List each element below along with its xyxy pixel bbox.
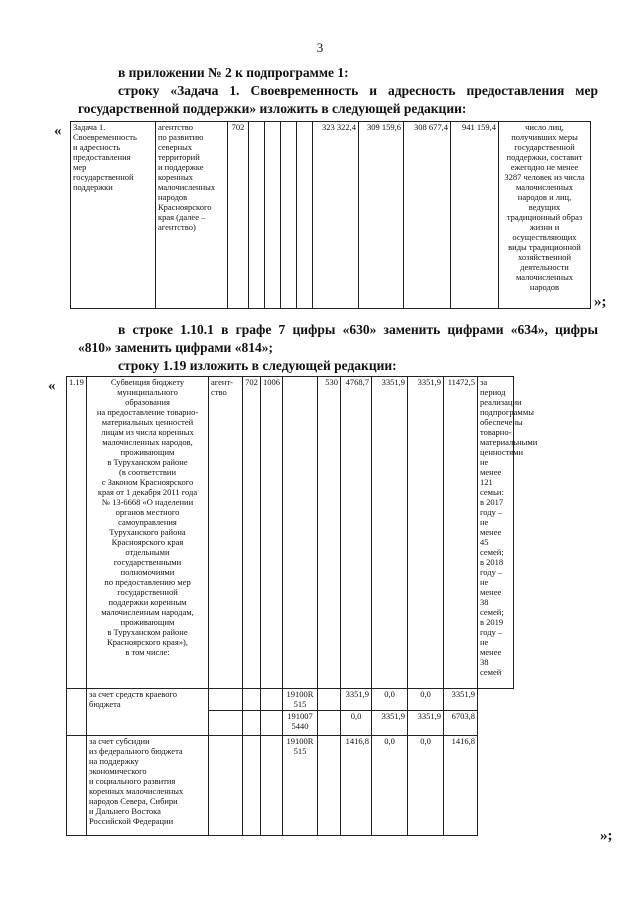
- empty-cell: [261, 711, 283, 736]
- paragraph-task-line1: строку «Задача 1. Своевременность и адресность предоставления мер: [118, 83, 598, 98]
- value-cell: 11472,5: [444, 377, 478, 689]
- executor-cell: агент- ство: [209, 377, 243, 689]
- result-cell: за период реализации подпрограммы обеспечены товарно- материальными ценностями не менее 121 семьи: в 2017 году – не менее 45 семей; в 2018 году – не менее 38 семей; в 2019 году – не менее 38 семей: [478, 377, 514, 689]
- empty-cell: [209, 736, 243, 836]
- open-quote-1: «: [54, 123, 62, 139]
- grbs-cell: 702: [243, 377, 261, 689]
- empty-cell: [265, 122, 281, 309]
- table-row: [71, 122, 591, 309]
- value-cell: 1416,8: [341, 736, 372, 836]
- empty-cell: [243, 736, 261, 836]
- task-name-cell: Задача 1. Своевременность и адресность предоставления мер государственной поддержки: [71, 122, 156, 309]
- paragraph-row-119: строку 1.19 изложить в следующей редакции:: [118, 358, 397, 373]
- value-cell: 6703,8: [444, 711, 478, 736]
- value-cell: 3351,9: [372, 711, 408, 736]
- empty-cell: [281, 122, 297, 309]
- executor-cell: агентство по развитию северных территорий и поддержке коренных малочисленных народов Красноярского края (далее – агентство): [156, 122, 228, 309]
- empty-cell: [67, 689, 87, 736]
- value-cell: 4768,7: [341, 377, 372, 689]
- result-cell: число лиц, получивших меры государственной поддержки, составит ежегодно не менее 3287 человек из числа малочисленных народов и лиц, ведущих традиционный образ жизни и осуществляющих виды традиционной хозяйственной деятельности малочисленных народов: [499, 122, 591, 309]
- regional-budget-cell: за счет средств краевого бюджета: [87, 689, 209, 736]
- value-cell: 3351,9: [408, 377, 444, 689]
- paragraph-replace-line1: в строке 1.10.1 в графе 7 цифры «630» заменить цифрами «634», цифры: [118, 322, 598, 337]
- empty-cell: [297, 122, 313, 309]
- value-cell: 309 159,6: [359, 122, 404, 309]
- empty-cell: [209, 689, 243, 711]
- value-cell: 3351,9: [372, 377, 408, 689]
- value-cell: 0,0: [372, 689, 408, 711]
- empty-cell: [283, 377, 318, 689]
- empty-cell: [478, 736, 514, 836]
- empty-cell: [318, 736, 341, 836]
- value-cell: 0,0: [372, 736, 408, 836]
- table-row: [67, 377, 612, 689]
- open-quote-2: «: [48, 378, 56, 394]
- csr-cell: 19100R 515: [283, 736, 318, 836]
- value-cell: 1416,8: [444, 736, 478, 836]
- value-cell: 3351,9: [408, 711, 444, 736]
- value-cell: 0,0: [408, 736, 444, 836]
- code-cell: 702: [228, 122, 249, 309]
- value-cell: 323 322,4: [313, 122, 359, 309]
- value-cell: 3351,9: [341, 689, 372, 711]
- paragraph-task-line2: государственной поддержки» изложить в следующей редакции:: [78, 101, 467, 116]
- subvention-name-cell: Субвенция бюджету муниципального образования на предоставление товарно- материальных ценностей лицам из числа коренных малочисленных народов, проживающим в Туруханском районе (в соответствии с Законом Красноярского края от 1 декабря 2011 года № 13-6668 «О наделении органов местного самоуправления Туруханского района Красноярского края отдельными государственными полномочиями по предоставлению мер государственной поддержки коренным малочисленным народам, проживающим в Туруханском районе Красноярского края»), в том числе:: [87, 377, 209, 689]
- rzpr-cell: 1006: [261, 377, 283, 689]
- empty-cell: [261, 736, 283, 836]
- empty-cell: [243, 689, 261, 711]
- empty-cell: [318, 689, 341, 711]
- value-cell: 3351,9: [444, 689, 478, 711]
- task-table: [70, 121, 591, 309]
- value-cell: 0,0: [341, 711, 372, 736]
- value-cell: 308 677,4: [404, 122, 451, 309]
- paragraph-appendix: в приложении № 2 к подпрограмме 1:: [118, 65, 349, 80]
- row-119-table: [66, 376, 612, 836]
- close-quote-2: »;: [600, 828, 613, 844]
- empty-cell: [209, 711, 243, 736]
- empty-cell: [243, 711, 261, 736]
- value-cell: 941 159,4: [451, 122, 499, 309]
- csr-cell: 19100R 515: [283, 689, 318, 711]
- csr-cell: 191007 5440: [283, 711, 318, 736]
- empty-cell: [261, 689, 283, 711]
- vr-cell: 530: [318, 377, 341, 689]
- empty-cell: [318, 711, 341, 736]
- row-number-cell: 1.19: [67, 377, 87, 689]
- federal-subsidy-cell: за счет субсидии из федерального бюджета на поддержку экономического и социального развития коренных малочисленных народов Севера, Сибири и Дальнего Востока Российской Федерации: [87, 736, 209, 836]
- value-cell: 0,0: [408, 689, 444, 711]
- paragraph-replace-line2: «810» заменить цифрами «814»;: [78, 340, 273, 355]
- page-number: 3: [316, 40, 324, 55]
- empty-cell: [249, 122, 265, 309]
- close-quote-1: »;: [594, 294, 607, 310]
- empty-cell: [67, 736, 87, 836]
